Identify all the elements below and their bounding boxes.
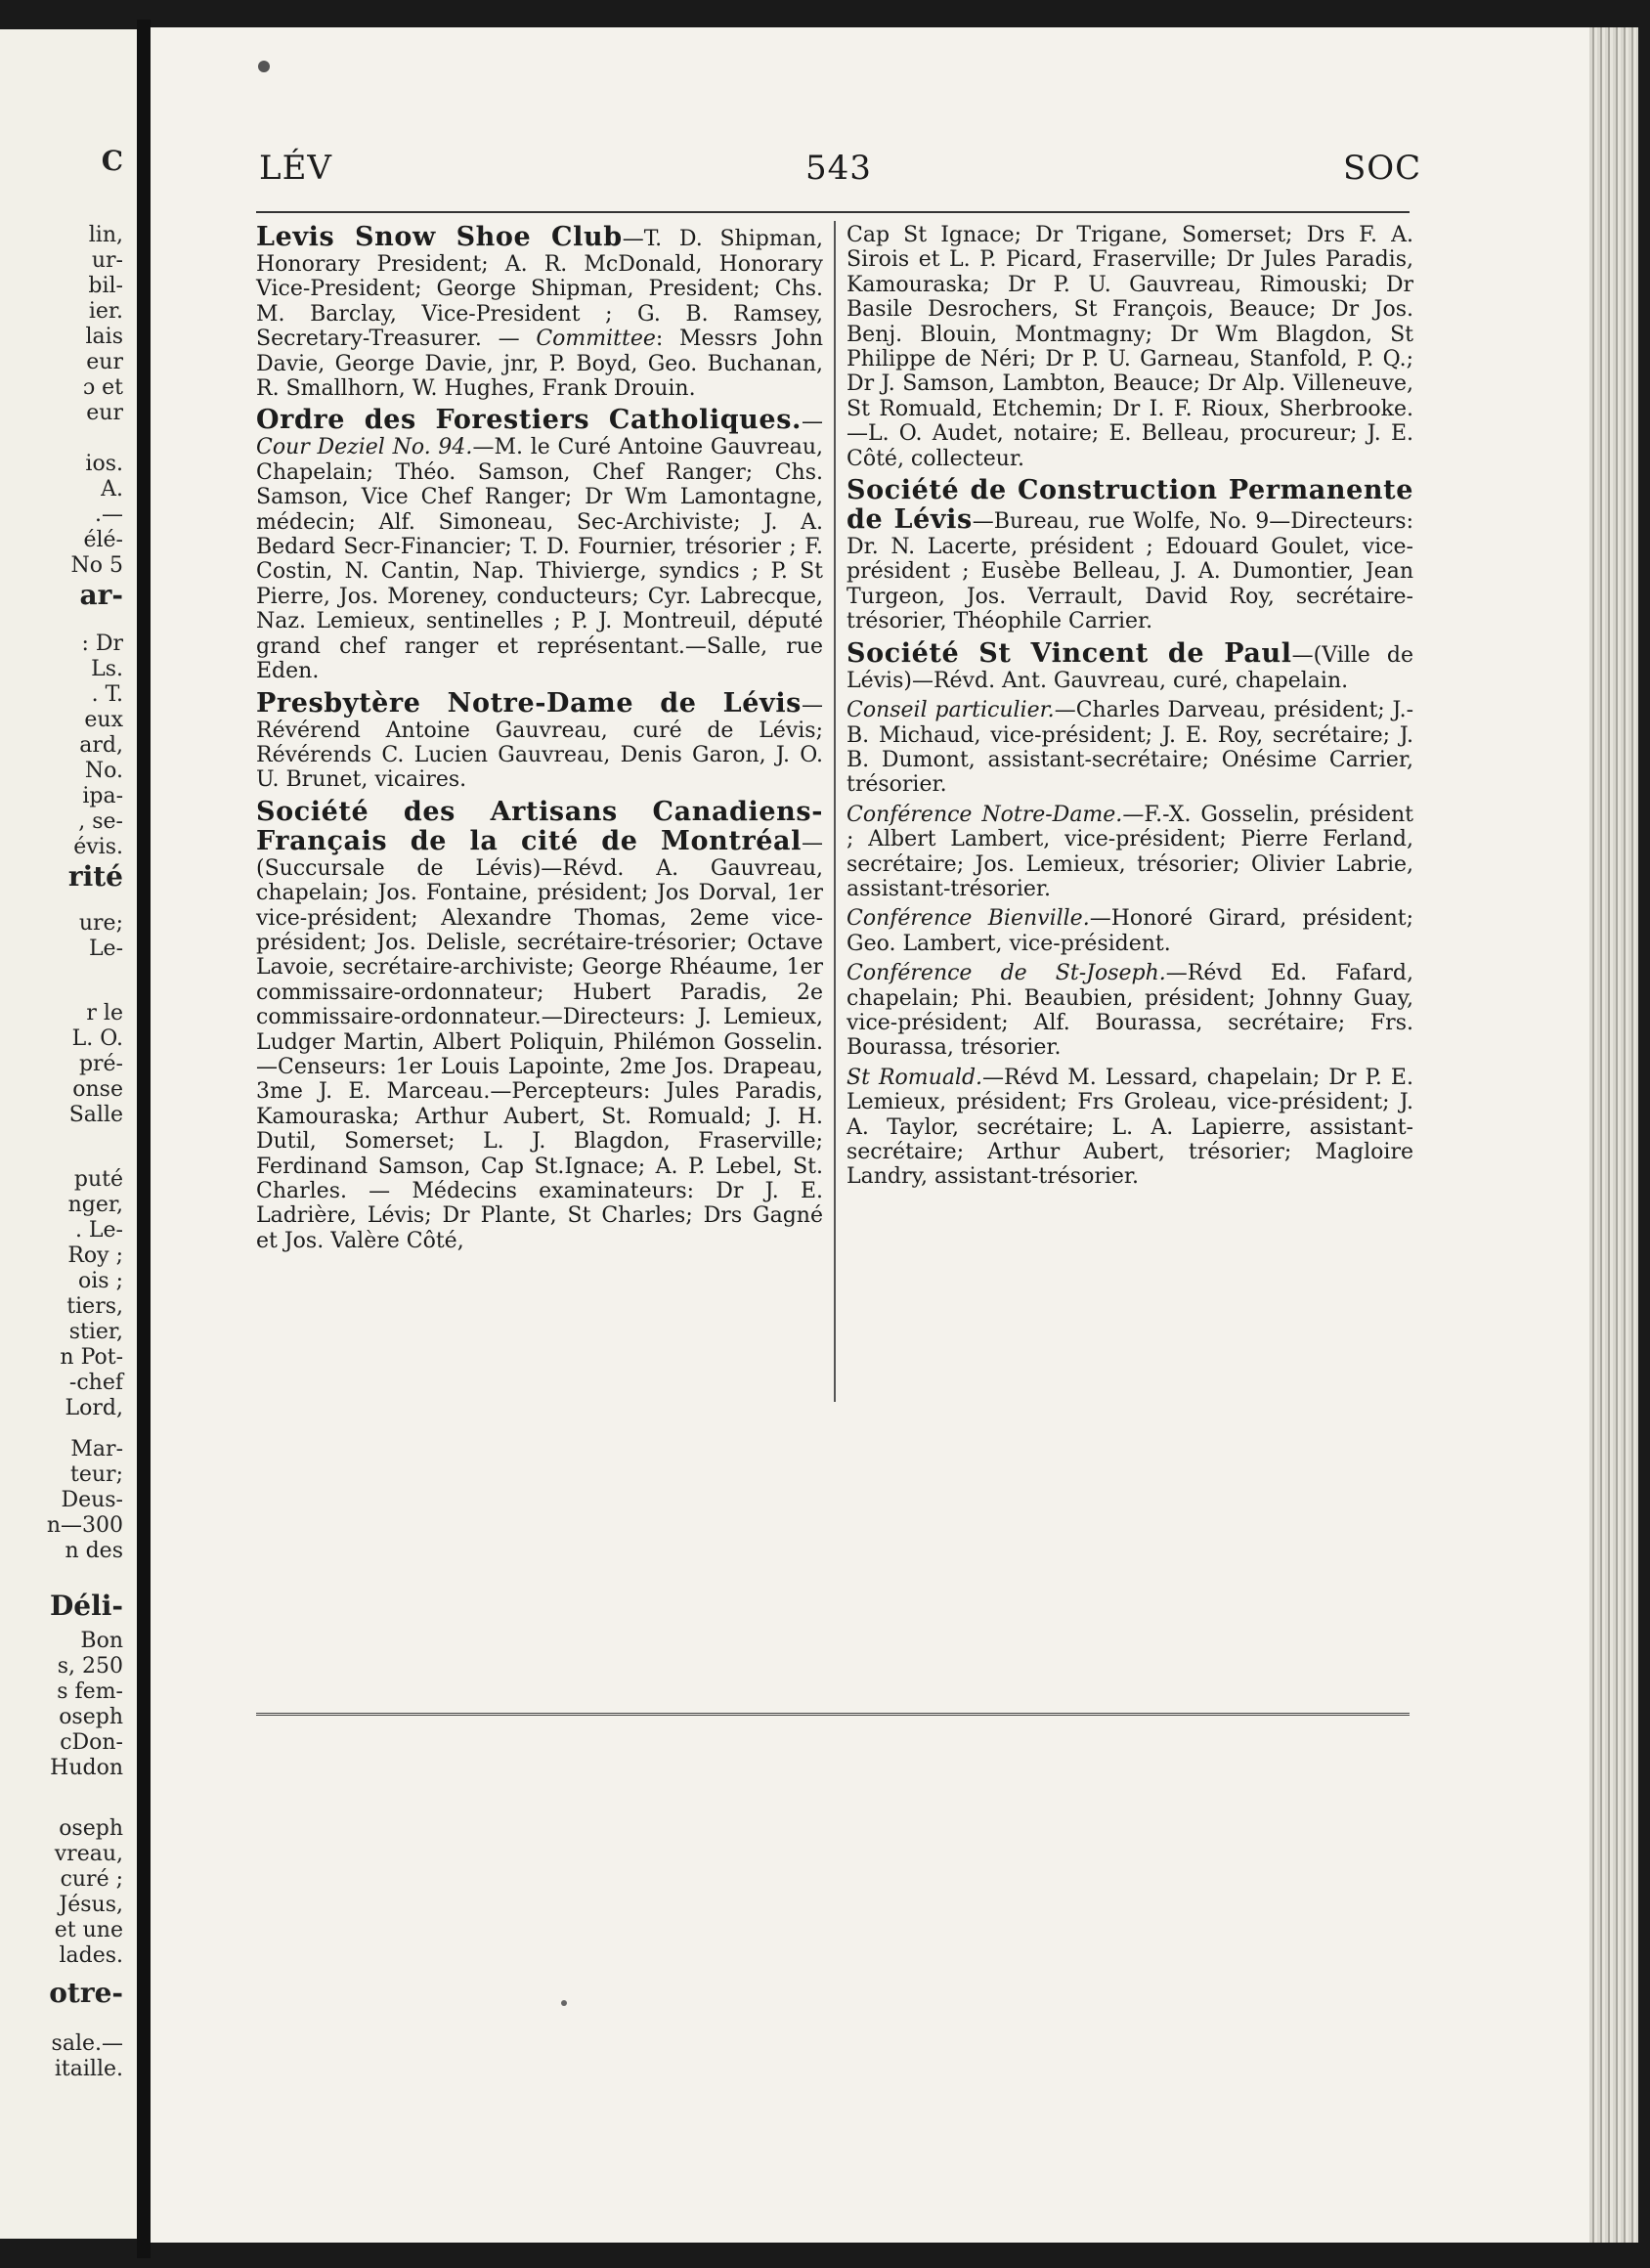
entry-text: —T. D. Shipman, Honorary President; A. R. McDonald, Honorary Vice-President; George Shipman, President; Chs. M. Barclay, Vice-President ; G. B. Ramsey, Secretary-Treasurer. —: [256, 227, 823, 352]
entry-text: —(Succursale de Lévis)—Révd. A. Gauvreau, chapelain; Jos. Fontaine, président; Jos Dorval, 1er vice-président; Alexandre Thomas, 2eme vice-président; Jos. Delisle, secrétaire-trésorier; Octave Lavoie, secrétaire-archiviste; George Rhéaume, 1er commissaire-ordonnateur; Hubert Paradis, 2e commissaire-ordonnateur.—Directeurs: J. Lemieux, Ludger Martin, Albert Poliquin, Philémon Gosselin.—Censeurs: 1er Louis Lapointe, 2me Jos. Drapeau, 3me J. E. Marceau.—Percepteurs: Jules Paradis, Kamouraska; Arthur Aubert, St. Romuald; J. H. Dutil, Somerset; L. J. Blagdon, Fraserville; Ferdinand Samson, Cap St.Ignace; A. P. Lebel, St. Charles. — Médecins examinateurs: Dr J. E. Ladrière, Lévis; Dr Plante, St Charles; Drs Gagné et Jos. Valère Côté,: [256, 830, 823, 1253]
fragment-line: pré-: [78, 1052, 123, 1076]
column-divider: [834, 221, 836, 1402]
fragment-line: cDon-: [60, 1730, 123, 1755]
fragment-line: Lord,: [65, 1396, 123, 1420]
fragment-line: et une: [54, 1918, 123, 1942]
fragment-line: Le-: [88, 937, 123, 961]
entry-heading: Presbytère Notre-Dame de Lévis: [256, 687, 802, 719]
running-head-right: SOC: [1343, 149, 1422, 188]
fragment-line: Bon: [80, 1629, 123, 1653]
fragment-line: lin,: [88, 223, 123, 247]
entry-text: —(Ville de Lévis)—Révd. Ant. Gauvreau, curé, chapelain.: [847, 642, 1413, 693]
fragment-line: ier.: [88, 299, 123, 324]
fragment-line: élé-: [83, 528, 123, 552]
fragment-line: Jésus,: [59, 1893, 123, 1917]
directory-entry: [256, 798, 823, 1254]
fragment-line: nger,: [67, 1193, 123, 1217]
fragment-line: Mar-: [70, 1437, 123, 1461]
fragment-line: Ls.: [91, 657, 123, 681]
fragment-line: . Le-: [74, 1218, 123, 1243]
fragment-line: Déli-: [50, 1590, 123, 1622]
fragment-line: oseph: [59, 1816, 123, 1841]
directory-entry: [847, 223, 1413, 471]
fragment-line: sale.—: [51, 2031, 123, 2056]
directory-entry: [256, 223, 823, 401]
fragment-line: s fem-: [57, 1679, 123, 1704]
entry-heading: Levis Snow Shoe Club: [256, 222, 623, 252]
fragment-line: C: [101, 145, 123, 177]
fragment-line: lades.: [59, 1943, 123, 1968]
directory-entry: [256, 689, 823, 793]
entry-text: —Révd M. Lessard, chapelain; Dr P. E. Lemieux, président; Frs Groleau, vice-président; J. A. Taylor, secrétaire; L. A. Lapierre, assistant-secrétaire; Arthur Aubert, trésorier; Magloire Landry, assistant-trésorier.: [847, 1065, 1413, 1190]
fragment-line: tiers,: [66, 1294, 123, 1319]
entry-heading: Société des Artisans Canadiens-Français de la cité de Montréal: [256, 796, 823, 856]
fragment-line: No.: [84, 759, 123, 783]
fragment-line: L. O.: [71, 1026, 123, 1051]
fragment-line: A.: [101, 477, 123, 502]
fragment-line: teur;: [70, 1462, 123, 1487]
fragment-line: s, 250: [57, 1654, 123, 1679]
entry-text: —Révérend Antoine Gauvreau, curé de Lévis; Révérends C. Lucien Gauvreau, Denis Garon, J. O. U. Brunet, vicaires.: [256, 692, 823, 793]
entry-subheading: Conseil particulier.: [847, 698, 1055, 723]
fragment-line: ois ;: [78, 1269, 123, 1293]
fragment-line: otre-: [49, 1977, 123, 2009]
page-number: 543: [805, 149, 872, 188]
entry-text: —Révd Ed. Fafard, chapelain; Phi. Beaubien, président; Johnny Guay, vice-président; Alf. Bourassa, secrétaire; Frs. Bourassa, trésorier.: [847, 961, 1413, 1061]
fragment-line: . T.: [91, 682, 123, 707]
fragment-line: Deus-: [61, 1488, 123, 1512]
running-head-left: LÉV: [259, 149, 332, 188]
fragment-line: évis.: [73, 835, 123, 859]
fragment-line: ure;: [78, 911, 123, 936]
entry-subheading: Conférence Notre-Dame.: [847, 802, 1123, 827]
entry-subheading: Conférence de St-Joseph.: [847, 961, 1166, 986]
fragment-line: Hudon: [50, 1756, 123, 1780]
fragment-line: -chef: [68, 1371, 123, 1395]
entry-heading: Société de Construction Permanente de Lévis: [847, 475, 1413, 536]
entry-subheading: Committee: [536, 327, 656, 352]
entry-text: —Charles Darveau, président; J.-B. Michaud, vice-président; J. E. Roy, secrétaire; J. B. Dumont, assistant-secrétaire; Onésime Carrier, trésorier.: [847, 698, 1414, 798]
fragment-line: : Dr: [81, 632, 123, 656]
entry-text: —Honoré Girard, président; Geo. Lambert, vice-président.: [847, 906, 1413, 956]
entry-text: : Messrs John Davie, George Davie, jnr, P. Boyd, Geo. Buchanan, R. Smallhorn, W. Hughes, Frank Drouin.: [256, 327, 824, 402]
fragment-line: ɔ et: [82, 375, 123, 400]
fragment-line: rité: [67, 860, 123, 893]
fragment-line: vreau,: [54, 1842, 123, 1866]
fragment-line: , se-: [78, 809, 123, 834]
entry-subheading: St Romuald.: [847, 1065, 983, 1090]
fragment-line: curé ;: [60, 1867, 123, 1892]
left-column: [256, 223, 823, 1258]
fragment-line: bil-: [88, 274, 123, 298]
fragment-line: ard,: [79, 733, 123, 758]
fragment-line: .—: [95, 502, 123, 527]
directory-entry: [847, 1066, 1413, 1190]
book-gutter: [137, 20, 151, 2258]
fragment-line: puté: [73, 1167, 123, 1192]
directory-entry: [847, 803, 1413, 902]
adjacent-page-fragment: [0, 29, 137, 2239]
fragment-line: n Pot-: [60, 1345, 123, 1370]
directory-entry: [847, 639, 1413, 693]
entry-text: —F.-X. Gosselin, président ; Albert Lambert, vice-président; Pierre Ferland, secrétaire; Jos. Lemieux, trésorier; Olivier Labrie, assistant-trésorier.: [847, 802, 1413, 901]
fragment-line: oseph: [59, 1705, 123, 1729]
directory-entry: [847, 476, 1413, 634]
fragment-line: onse: [72, 1077, 123, 1102]
entry-subheading: Cour Deziel No. 94.: [256, 435, 473, 460]
entry-text: —M. le Curé Antoine Gauvreau, Chapelain; Théo. Samson, Chef Ranger; Chs. Samson, Vice Chef Ranger; Dr Wm Lamontagne, médecin; Alf. Simoneau, Sec-Archiviste; J. A. Bedard Secr-Financier; T. D. Fournier, trésorier ; F. Costin, N. Cantin, Nap. Thivierge, syndics ; P. St Pierre, Jos. Moreney, conducteurs; Cyr. Labrecque, Naz. Lemieux, sentinelles ; P. J. Montreuil, député grand chef ranger et représentant.—Salle, rue Eden.: [256, 435, 823, 684]
fragment-line: eur: [86, 350, 123, 374]
entry-heading: Ordre des Forestiers Catholiques.: [256, 405, 802, 436]
fragment-line: ipa-: [82, 784, 123, 808]
fragment-line: itaille.: [54, 2057, 123, 2081]
fragment-line: n des: [65, 1539, 123, 1563]
fragment-line: stier,: [68, 1320, 123, 1344]
ink-speck: [561, 2000, 567, 2006]
directory-entry: [847, 906, 1413, 956]
fragment-line: Salle: [68, 1103, 123, 1127]
fragment-line: Roy ;: [67, 1243, 123, 1268]
fragment-line: No 5: [70, 553, 123, 578]
entry-text: —Bureau, rue Wolfe, No. 9—Directeurs: Dr. N. Lacerte, président ; Edouard Goulet, vice-président ; Eusèbe Belleau, J. A. Dumontier, Jean Turgeon, Jos. Verrault, David Roy, secrétaire-trésorier, Théophile Carrier.: [847, 509, 1413, 634]
entry-text: —: [802, 410, 823, 435]
header-rule: [256, 211, 1410, 213]
fragment-line: eux: [84, 708, 123, 732]
fragment-line: n—300: [46, 1513, 123, 1538]
ink-speck: [258, 61, 270, 72]
entry-subheading: Conférence Bienville.: [847, 906, 1090, 932]
bottom-rule: [256, 1713, 1410, 1716]
fragment-line: lais: [85, 325, 123, 349]
fragment-line: ur-: [91, 248, 123, 273]
right-column: [847, 223, 1413, 1195]
fragment-line: r le: [86, 1001, 123, 1025]
directory-entry: [847, 698, 1413, 798]
fragment-line: ios.: [85, 452, 123, 476]
directory-entry: [847, 961, 1413, 1061]
fragment-line: ar-: [79, 579, 123, 611]
directory-entry: [256, 406, 823, 683]
entry-heading: Société St Vincent de Paul: [847, 637, 1292, 669]
fragment-line: eur: [86, 401, 123, 425]
entry-text: Cap St Ignace; Dr Trigane, Somerset; Drs F. A. Sirois et L. P. Picard, Fraserville; Dr Jules Paradis, Kamouraska; Dr P. U. Gauvreau, Rimouski; Dr Basile Desrochers, St François, Beauce; Dr Jos. Benj. Blouin, Montmagny; Dr Wm Blagdon, St Philippe de Néri; Dr P. U. Garneau, Stanfold, P. Q.; Dr J. Samson, Lambton, Beauce; Dr Alp. Villeneuve, St Romuald, Etchemin; Dr I. F. Rioux, Sherbrooke.—L. O. Audet, notaire; E. Belleau, procureur; J. E. Côté, collecteur.: [847, 223, 1413, 471]
page-edges: [1589, 27, 1638, 2243]
